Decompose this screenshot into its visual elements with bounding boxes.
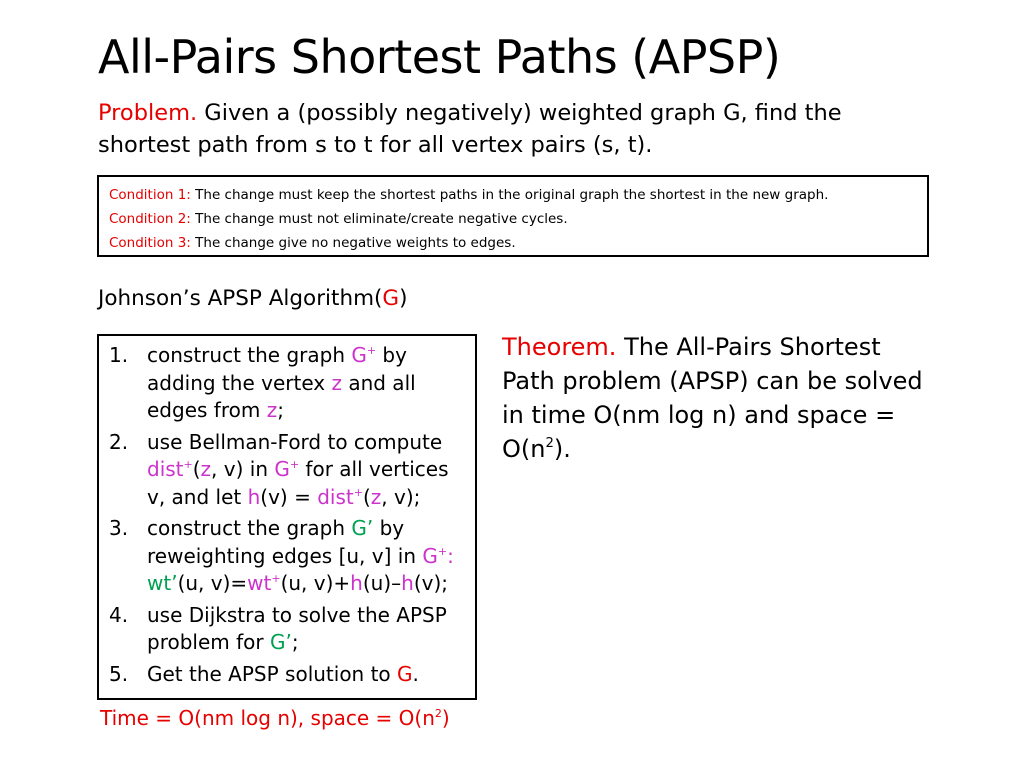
step-text-run: + xyxy=(183,457,193,471)
johnson-suffix: ) xyxy=(399,286,408,311)
algorithm-step xyxy=(109,661,471,689)
step-text-run: z xyxy=(200,457,212,481)
step-text-run: G xyxy=(397,661,413,686)
step-text-run: G’ xyxy=(351,516,374,540)
slide-title: All-Pairs Shortest Paths (APSP) xyxy=(98,30,781,84)
conditions-box xyxy=(97,175,929,257)
step-text-run: wt xyxy=(247,571,272,595)
algorithm-step xyxy=(109,602,471,657)
step-text-run: use Bellman-Ford to compute xyxy=(147,429,443,454)
johnson-algorithm-heading xyxy=(98,286,407,311)
time-superscript: 2 xyxy=(434,706,442,720)
algorithm-step xyxy=(109,515,471,598)
step-text-run: + xyxy=(289,457,300,471)
step-text-run: + xyxy=(437,544,448,558)
step-text-run: . xyxy=(412,661,419,686)
condition-1-text: The change must keep the shortest paths in the original graph the shortest in the new graph. xyxy=(190,187,829,203)
step-text xyxy=(147,515,471,598)
time-space-complexity xyxy=(100,706,450,730)
step-text-run: dist xyxy=(147,457,184,481)
step-text-run: (u, v)= xyxy=(177,571,248,595)
algorithm-step xyxy=(109,342,471,425)
step-text-run: , v) in xyxy=(211,457,275,481)
step-text-run: G xyxy=(274,457,290,481)
step-text-run: for all vertices v, and let xyxy=(147,457,449,509)
johnson-prefix: Johnson’s APSP Algorithm( xyxy=(98,286,383,311)
step-text-run: (u)– xyxy=(362,571,402,595)
theorem-statement xyxy=(502,330,932,466)
step-text-run: h xyxy=(350,571,363,595)
problem-label: Problem. xyxy=(98,100,198,126)
step-number: 3. xyxy=(109,516,129,540)
step-text-run: and all edges from xyxy=(147,370,416,422)
step-text-run: h xyxy=(247,484,261,509)
step-text-run: + xyxy=(353,485,363,499)
step-text-run: z xyxy=(266,398,278,422)
algorithm-step xyxy=(109,429,471,512)
time-end: ) xyxy=(441,706,450,730)
condition-2-label: Condition 2: xyxy=(109,211,191,227)
problem-text: Given a (possibly negatively) weighted graph G, find the shortest path from s to t for all vertex pairs (s, t). xyxy=(98,100,842,158)
step-text-run: (u, v)+ xyxy=(280,571,351,595)
theorem-label: Theorem. xyxy=(502,333,617,361)
condition-1-label: Condition 1: xyxy=(109,187,191,203)
step-text xyxy=(147,429,471,512)
step-text-run: G xyxy=(422,543,438,568)
step-number: 5. xyxy=(109,661,129,686)
condition-2-text: The change must not eliminate/create negative cycles. xyxy=(190,211,568,227)
step-text-run: G’ xyxy=(269,630,292,654)
step-number: 4. xyxy=(109,602,129,627)
step-text-run: by reweighting edges [u, v] in xyxy=(147,516,423,568)
step-text-run: use Dijkstra to solve the APSP problem for xyxy=(147,602,447,654)
step-text-run: Get the APSP solution to xyxy=(147,661,398,686)
step-text xyxy=(147,661,471,689)
step-text xyxy=(147,342,471,425)
time-text: Time = O(nm log n), space = O(n xyxy=(100,706,435,730)
step-text-run: G xyxy=(351,343,367,367)
condition-3 xyxy=(109,231,927,255)
step-text-run: construct the graph xyxy=(147,516,352,540)
step-number: 1. xyxy=(109,343,129,367)
theorem-end: ). xyxy=(553,435,571,463)
step-text-run: ; xyxy=(277,398,284,422)
step-text-run: dist xyxy=(317,484,354,509)
step-text xyxy=(147,602,471,657)
step-text-run: ( xyxy=(362,484,371,509)
condition-1 xyxy=(109,183,927,207)
step-text-run: + xyxy=(366,343,377,357)
step-text-run: (v) = xyxy=(260,484,318,509)
step-text-run: + xyxy=(271,571,281,585)
step-text-run: construct the graph xyxy=(147,343,352,367)
step-text-run: by adding the vertex xyxy=(147,343,407,395)
step-text-run: ( xyxy=(192,457,201,481)
step-text-run: wt’ xyxy=(147,571,178,595)
theorem-superscript: 2 xyxy=(545,436,554,452)
condition-3-label: Condition 3: xyxy=(109,235,191,251)
step-text-run: , v); xyxy=(381,484,421,509)
theorem-text: The All-Pairs Shortest Path problem (APSP) can be solved in time O(nm log n) and space = O(n xyxy=(502,333,923,463)
step-text-run: (v); xyxy=(413,571,449,595)
problem-statement xyxy=(98,97,898,161)
algorithm-steps-box xyxy=(97,334,477,700)
step-number: 2. xyxy=(109,429,129,454)
condition-2 xyxy=(109,207,927,231)
step-text-run: ; xyxy=(291,630,299,654)
step-text-run: z xyxy=(331,370,342,395)
condition-3-text: The change give no negative weights to edges. xyxy=(190,235,516,251)
step-text-run: h xyxy=(401,571,414,595)
johnson-arg: G xyxy=(382,286,400,311)
step-text-run: z xyxy=(370,484,382,509)
step-text-run: : xyxy=(447,543,454,568)
